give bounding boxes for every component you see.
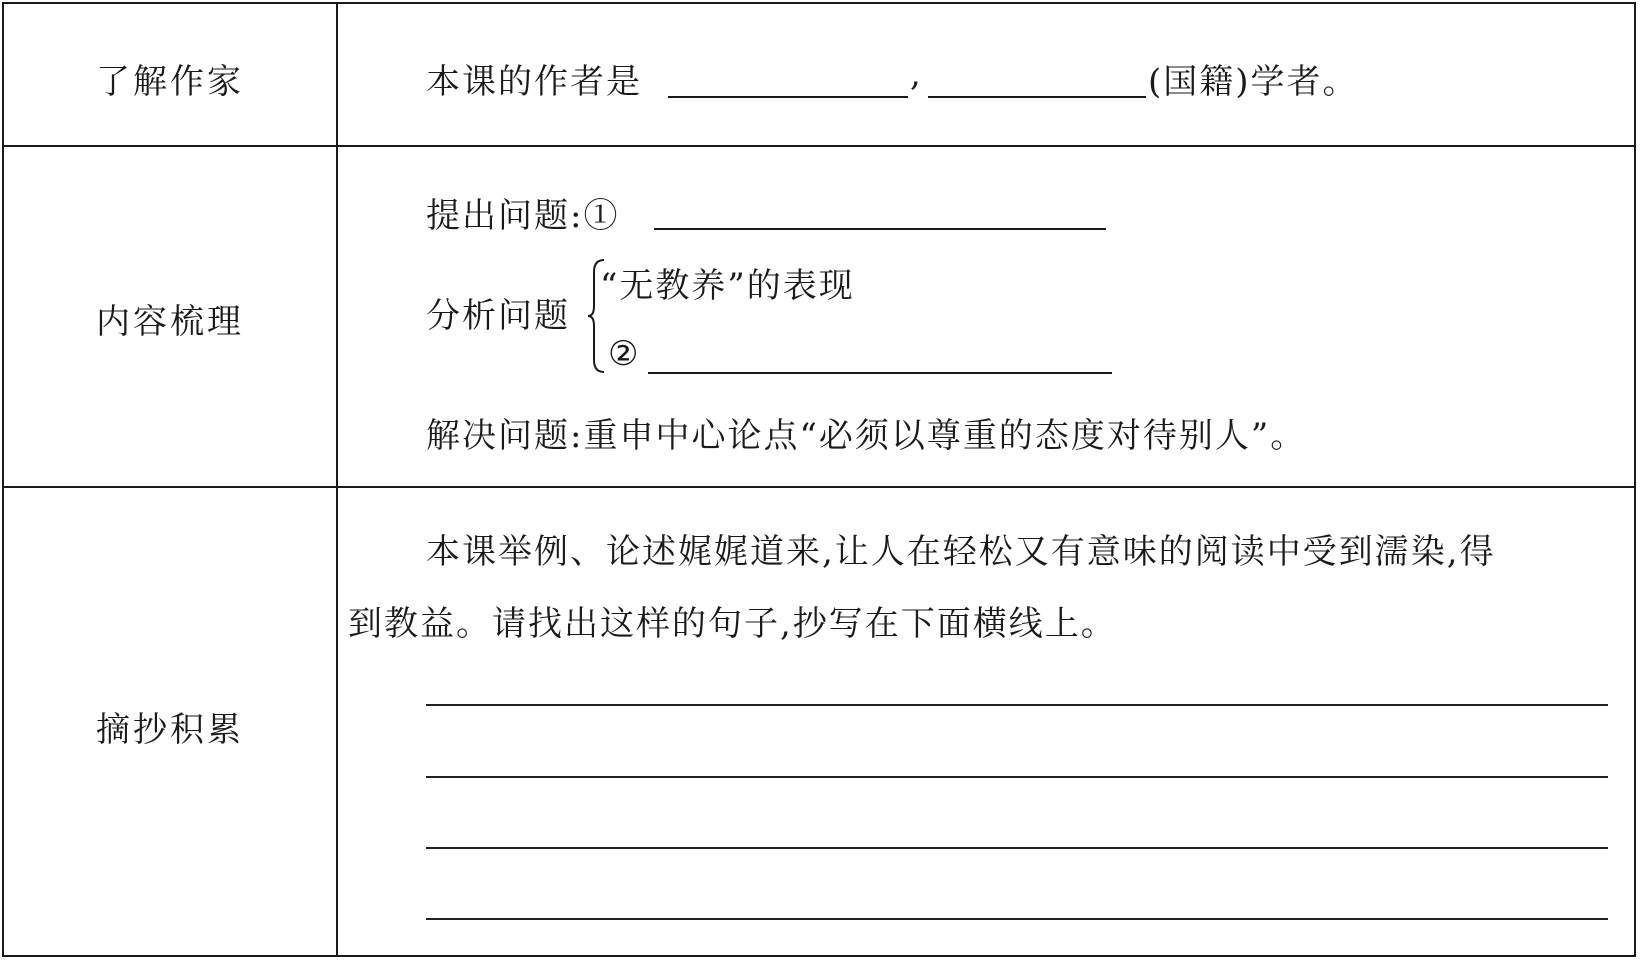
row-divider-1: [4, 145, 1634, 147]
analyze-item-2-marker: ②: [608, 334, 641, 374]
answer-line[interactable]: [426, 918, 1608, 920]
label-content-outline: 内容梳理: [96, 302, 244, 342]
worksheet-table: [2, 2, 1636, 957]
row-divider-2: [4, 486, 1634, 488]
label-understand-author: 了解作家: [96, 62, 244, 102]
label-excerpt-accumulate: 摘抄积累: [96, 710, 244, 750]
comma: ,: [910, 54, 923, 94]
author-prompt: 本课的作者是: [426, 62, 642, 102]
answer-line[interactable]: [426, 847, 1608, 849]
author-name-blank[interactable]: [668, 96, 908, 98]
nationality-blank[interactable]: [928, 96, 1146, 98]
analyze-item-no-manners: “无教养”的表现: [600, 266, 855, 306]
excerpt-instruction-line2: 到教益。请找出这样的句子,抄写在下面横线上。: [348, 604, 1117, 644]
analyze-question-blank[interactable]: [648, 372, 1112, 374]
raise-question-blank[interactable]: [654, 228, 1106, 230]
nationality-suffix: (国籍)学者。: [1148, 62, 1359, 102]
analyze-question-label: 分析问题: [426, 296, 570, 336]
answer-line[interactable]: [426, 704, 1608, 706]
solve-question-text: 解决问题:重申中心论点“必须以尊重的态度对待别人”。: [426, 416, 1307, 456]
excerpt-instruction-line1: 本课举例、论述娓娓道来,让人在轻松又有意味的阅读中受到濡染,得: [426, 532, 1496, 572]
raise-question-label: 提出问题:①: [426, 196, 620, 236]
answer-line[interactable]: [426, 776, 1608, 778]
